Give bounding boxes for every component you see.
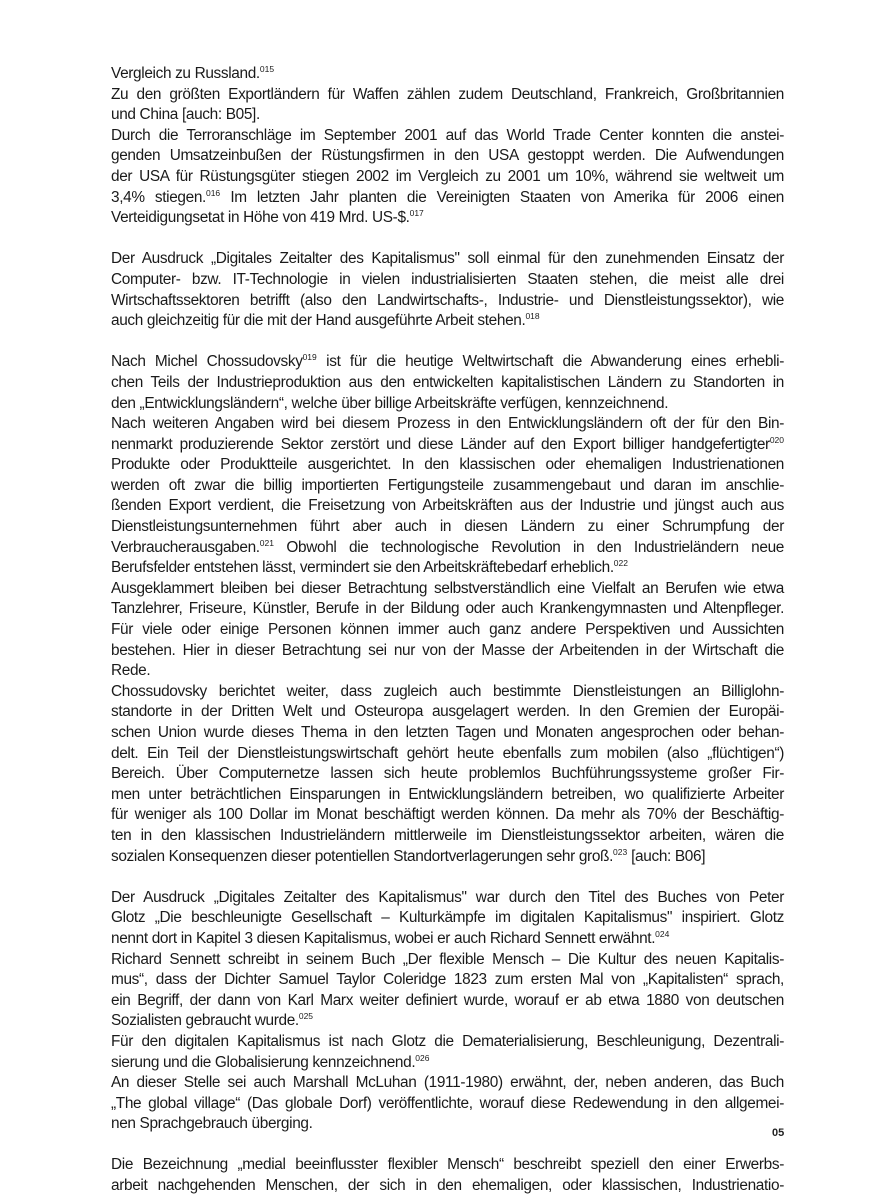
footnote-reference: 017 bbox=[409, 208, 424, 219]
line-text: 3,4% stiegen. bbox=[111, 188, 206, 206]
line-text: der USA für Rüstungsgüter stiegen 2002 im Vergleich zu 2001 um 10%, während sie weltweit um bbox=[111, 167, 784, 185]
line-text: für weniger als 100 Dollar im Monat beschäftigt werden können. Da mehr als 70% der Beschäftig- bbox=[111, 806, 784, 824]
text-line bbox=[111, 1011, 784, 1032]
text-line bbox=[111, 1176, 784, 1197]
line-text-continued: ist für die heutige Weltwirtschaft die Abwanderung eines erhebli- bbox=[316, 353, 785, 371]
text-line bbox=[111, 723, 784, 744]
text-line bbox=[111, 929, 784, 950]
line-text: Sozialisten gebraucht wurde. bbox=[111, 1012, 299, 1030]
line-text: Produkte oder Produktteile ausgerichtet. In den klassischen oder ehemaligen Industrienationen bbox=[111, 456, 784, 474]
text-line bbox=[111, 702, 784, 723]
text-line bbox=[111, 105, 784, 126]
page-number: 05 bbox=[772, 1127, 785, 1139]
text-line bbox=[111, 1094, 784, 1115]
text-line bbox=[111, 311, 784, 332]
line-text: und China [auch: B05]. bbox=[111, 106, 260, 124]
line-text: „The global village“ (Das globale Dorf) veröffentlichte, worauf diese Redewendung in den allgemei- bbox=[111, 1094, 784, 1112]
line-text: chen Teils der Industrieproduktion aus den entwickelten kapitalistischen Ländern zu Standorten in bbox=[111, 373, 784, 391]
text-line bbox=[111, 682, 784, 703]
text-line bbox=[111, 847, 784, 868]
line-text: ßenden Export verdient, die Freisetzung von Arbeitskräften aus der Industrie und jüngst auch aus bbox=[111, 497, 784, 515]
text-line bbox=[111, 270, 784, 291]
line-text: schen Union wurde dieses Thema in den letzten Tagen und Monaten angesprochen oder behan- bbox=[111, 724, 784, 741]
text-line bbox=[111, 805, 784, 826]
line-text: Verteidigungsetat in Höhe von 419 Mrd. US-$. bbox=[111, 209, 410, 227]
line-text: Berufsfelder entstehen lässt, vermindert sie den Arbeitskräftebedarf erheblich. bbox=[111, 559, 614, 577]
text-line bbox=[111, 620, 784, 641]
paragraph bbox=[111, 414, 784, 579]
paragraph bbox=[111, 1155, 784, 1196]
footnote-reference: 022 bbox=[613, 558, 628, 569]
text-line bbox=[111, 579, 784, 600]
footnote-reference: 025 bbox=[298, 1011, 314, 1022]
line-text: Für viele oder einige Personen können immer auch ganz andere Perspektiven und Aussichten bbox=[111, 621, 784, 639]
text-line bbox=[111, 517, 784, 538]
line-text: den „Entwicklungsländern“, welche über billige Arbeitskräfte verfügen, kennzeichnend. bbox=[111, 394, 669, 412]
text-line bbox=[111, 394, 784, 415]
line-text: genden Umsatzeinbußen der Rüstungsfirmen in den USA gestoppt werden. Die Aufwendungen bbox=[111, 147, 784, 165]
line-text: Wirtschaftssektoren betrifft (also den Landwirtschafts-, Industrie- und Dienstleistungssektor), wie bbox=[111, 291, 784, 309]
text-line bbox=[111, 558, 784, 579]
line-text: Ausgeklammert bleiben bei dieser Betrachtung selbstverständlich eine Vielfalt an Berufen wie etwa bbox=[111, 579, 784, 597]
line-text: men unter beträchtlichen Einsparungen in Entwicklungsländern betreiben, wo qualifizierte Arbeiter bbox=[111, 785, 784, 803]
text-line bbox=[111, 352, 784, 373]
text-line bbox=[111, 744, 784, 765]
footnote-reference: 021 bbox=[259, 537, 274, 548]
line-text: ten in den klassischen Industrieländern mittlerweile im Dienstleistungssektor arbeiten, wären die bbox=[111, 826, 784, 844]
text-line bbox=[111, 188, 784, 209]
line-text: Bereich. Über Computernetze lassen sich heute problemlos Buchführungssysteme großer Fir- bbox=[111, 765, 784, 783]
text-line bbox=[111, 414, 784, 435]
footnote-reference: 023 bbox=[613, 846, 628, 857]
paragraph bbox=[111, 682, 784, 867]
line-text: Dienstleistungsunternehmen führt aber auch in diesen Ländern zu einer Schrumpfung der bbox=[111, 518, 784, 536]
text-line bbox=[111, 1073, 784, 1094]
line-text: nen Sprachgebrauch überging. bbox=[111, 1115, 313, 1133]
footnote-reference: 015 bbox=[259, 64, 275, 74]
line-text: Der Ausdruck „Digitales Zeitalter des Kapitalismus" war durch den Titel des Buches von Peter bbox=[111, 888, 784, 906]
line-text: Durch die Terroranschläge im September 2001 auf das World Trade Center konnten die anstei- bbox=[111, 126, 784, 144]
line-text: Nach Michel Chossudovsky bbox=[111, 353, 303, 371]
line-text: auch gleichzeitig für die mit der Hand ausgeführte Arbeit stehen. bbox=[111, 312, 526, 330]
line-text: Zu den größten Exportländern für Waffen zählen zudem Deutschland, Frankreich, Großbritannien bbox=[111, 85, 784, 103]
line-text: nenmarkt produzierende Sektor zerstört und diese Länder auf den Export billiger handgefertigter bbox=[111, 435, 770, 453]
paragraph bbox=[111, 1032, 784, 1073]
line-text: arbeit nachgehenden Menschen, der sich in den ehemaligen, oder klassischen, Industrienatio- bbox=[111, 1177, 784, 1195]
footnote-reference: 016 bbox=[205, 187, 221, 198]
line-text: sozialen Konsequenzen dieser potentiellen Standortverlagerungen sehr groß. bbox=[111, 847, 614, 865]
paragraph bbox=[111, 579, 784, 682]
text-line bbox=[111, 950, 784, 971]
line-text: Vergleich zu Russland. bbox=[111, 65, 260, 82]
text-line bbox=[111, 373, 784, 394]
line-text-continued: [auch: B06] bbox=[627, 847, 706, 865]
line-text: Computer- bzw. IT-Technologie in vielen industrialisierten Staaten stehen, die meist alle drei bbox=[111, 270, 784, 288]
footnote-reference: 018 bbox=[525, 311, 540, 322]
text-line bbox=[111, 888, 784, 909]
text-line bbox=[111, 1114, 784, 1135]
line-text: sierung und die Globalisierung kennzeichnend. bbox=[111, 1053, 416, 1071]
text-line bbox=[111, 908, 784, 929]
text-line bbox=[111, 826, 784, 847]
text-line bbox=[111, 1155, 784, 1176]
text-line bbox=[111, 455, 784, 476]
footnote-reference: 019 bbox=[302, 352, 317, 363]
footnote-reference: 026 bbox=[415, 1052, 430, 1063]
text-line bbox=[111, 970, 784, 991]
text-line bbox=[111, 249, 784, 270]
paragraph bbox=[111, 352, 784, 414]
text-line bbox=[111, 435, 784, 456]
line-text: Verbraucherausgaben. bbox=[111, 538, 260, 556]
text-line bbox=[111, 661, 784, 682]
footnote-reference: 024 bbox=[655, 928, 670, 939]
line-text: bestehen. Hier in dieser Betrachtung sei nur von der Masse der Arbeitenden in der Wirtschaft die bbox=[111, 641, 784, 659]
line-text-continued: Im letzten Jahr planten die Vereinigten Staaten von Amerika für 2006 einen bbox=[220, 188, 784, 206]
text-line bbox=[111, 126, 784, 147]
text-line bbox=[111, 291, 784, 312]
line-text: Chossudovsky berichtet weiter, dass zugleich auch bestimmte Dienstleistungen an Billiglohn- bbox=[111, 682, 784, 700]
paragraph bbox=[111, 1073, 784, 1135]
line-text: Die Bezeichnung „medial beeinflusster flexibler Mensch“ beschreibt speziell den einer Erwerbs- bbox=[111, 1156, 784, 1174]
text-line bbox=[111, 167, 784, 188]
line-text: nennt dort in Kapitel 3 diesen Kapitalismus, wobei er auch Richard Sennett erwähnt. bbox=[111, 929, 656, 947]
text-line bbox=[111, 599, 784, 620]
line-text: Richard Sennett schreibt in seinem Buch „Der flexible Mensch – Die Kultur des neuen Kapitalis- bbox=[111, 950, 784, 968]
paragraph bbox=[111, 950, 784, 1032]
text-line bbox=[111, 208, 784, 229]
line-text: An dieser Stelle sei auch Marshall McLuhan (1911-1980) erwähnt, der, neben anderen, das Buch bbox=[111, 1074, 784, 1092]
paragraph bbox=[111, 64, 784, 85]
paragraph bbox=[111, 888, 784, 950]
text-line bbox=[111, 1032, 784, 1053]
text-line bbox=[111, 538, 784, 559]
text-line bbox=[111, 1053, 784, 1074]
text-line bbox=[111, 146, 784, 167]
text-line bbox=[111, 85, 784, 106]
line-text: standorte in der Dritten Welt und Osteuropa ausgelagert werden. In den Gremien der Europäi- bbox=[111, 703, 784, 721]
line-text: Tanzlehrer, Friseure, Künstler, Berufe in der Bildung oder auch Krankengymnasten und Altenpfleger. bbox=[111, 600, 784, 618]
text-line bbox=[111, 476, 784, 497]
line-text: ein Begriff, der dann von Karl Marx weiter definiert wurde, worauf er ab etwa 1880 von deutschen bbox=[111, 991, 784, 1009]
text-line bbox=[111, 764, 784, 785]
document-body bbox=[111, 64, 784, 1197]
line-text: Rede. bbox=[111, 662, 151, 680]
text-line bbox=[111, 991, 784, 1012]
footnote-reference: 020 bbox=[769, 434, 784, 445]
paragraph bbox=[111, 85, 784, 126]
line-text: Glotz „Die beschleunigte Gesellschaft – Kulturkämpfe im digitalen Kapitalismus" inspiriert. Glotz bbox=[111, 909, 784, 927]
line-text: werden oft zwar die billig importierten Fertigungsteile zusammengebaut und daran im anschlie- bbox=[111, 476, 784, 494]
text-line bbox=[111, 785, 784, 806]
paragraph bbox=[111, 249, 784, 331]
line-text: delt. Ein Teil der Dienstleistungswirtschaft gehört heute ebenfalls zum mobilen (also „flüchtigen“) bbox=[111, 744, 784, 762]
line-text: Für den digitalen Kapitalismus ist nach Glotz die Dematerialisierung, Beschleunigung, Dezentrali- bbox=[111, 1032, 784, 1050]
text-line bbox=[111, 64, 784, 85]
line-text-continued: Obwohl die technologische Revolution in den Industrieländern neue bbox=[273, 538, 784, 556]
line-text: Nach weiteren Angaben wird bei diesem Prozess in den Entwicklungsländern oft der für den Bin- bbox=[111, 415, 784, 433]
text-line bbox=[111, 496, 784, 517]
paragraph bbox=[111, 126, 784, 229]
text-line bbox=[111, 641, 784, 662]
line-text: mus“, dass der Dichter Samuel Taylor Coleridge 1823 zum ersten Mal von „Kapitalisten“ sprach, bbox=[111, 971, 784, 989]
line-text: Der Ausdruck „Digitales Zeitalter des Kapitalismus" soll einmal für den zunehmenden Einsatz der bbox=[111, 250, 784, 268]
